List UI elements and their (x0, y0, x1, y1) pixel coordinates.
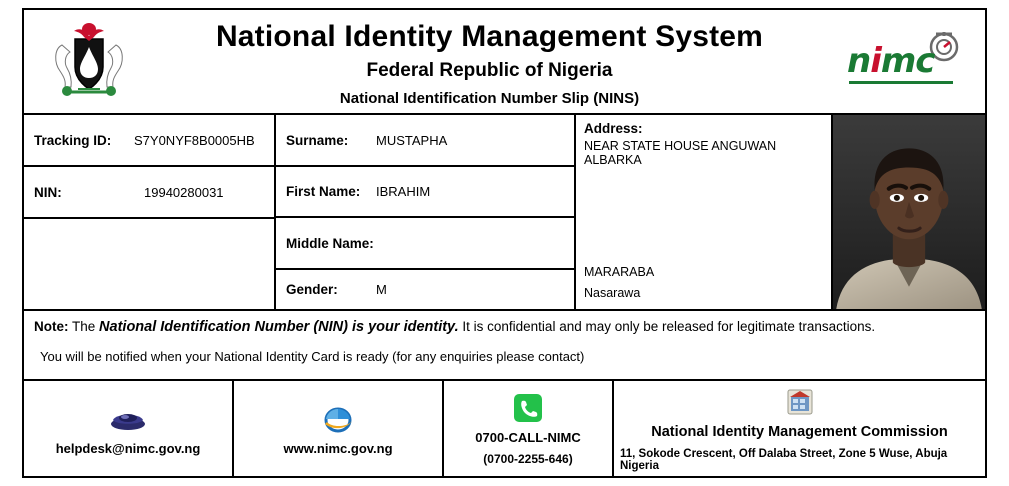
note-emphasis: National Identification Number (NIN) is your identity. (99, 319, 459, 336)
nimc-underline (849, 81, 953, 84)
telephone-icon (513, 391, 543, 425)
footer-phone-cell (444, 381, 614, 476)
header-titles (154, 10, 825, 113)
organisation-address: 11, Sokode Crescent, Off Dalaba Street, Zone 5 Wuse, Abuja Nigeria (620, 448, 948, 472)
address-state: Nasarawa (584, 285, 641, 300)
email-text[interactable]: helpdesk@nimc.gov.ng (55, 440, 201, 456)
phone-alt-text[interactable]: (0700-2255-646) (483, 452, 573, 466)
footer-email-cell (24, 381, 234, 476)
address-column (576, 115, 833, 309)
phone-text[interactable]: 0700-CALL-NIMC (475, 430, 581, 445)
first-name-row (276, 167, 574, 218)
email-icon (108, 402, 148, 436)
header-subtitle-2: National Identification Number Slip (NINS) (339, 90, 640, 108)
organisation-name: National Identity Management Commission (651, 424, 948, 440)
surname-value: MUSTAPHA (376, 132, 448, 148)
address-lga: MARARABA (584, 265, 655, 280)
note-trail: It is confidential and may only be released for legitimate transactions. (462, 319, 876, 335)
header-subtitle: Federal Republic of Nigeria (366, 60, 613, 82)
tracking-id-label: Tracking ID: (34, 132, 112, 148)
note-line-1 (34, 319, 975, 335)
nin-row (24, 167, 274, 219)
first-name-value: IBRAHIM (376, 184, 431, 200)
page-title: National Identity Management System (215, 20, 764, 54)
note-label: Note: (34, 319, 69, 335)
tracking-id-row (24, 115, 274, 167)
gender-row (276, 270, 574, 310)
photograph-container (833, 115, 985, 309)
middle-name-row (276, 218, 574, 269)
internet-explorer-icon (322, 402, 354, 436)
address-line-1: NEAR STATE HOUSE ANGUWAN ALBARKA (584, 139, 777, 168)
footer-organisation-cell (614, 381, 985, 476)
nimc-logo-icon (845, 29, 965, 95)
address-label: Address: (584, 121, 643, 137)
passport-photograph (833, 115, 985, 309)
nimc-wordmark: nimc (847, 40, 935, 81)
slip-header (24, 10, 985, 115)
nin-value: 19940280031 (144, 184, 224, 200)
middle-name-label: Middle Name: (286, 235, 374, 251)
tracking-id-value: S7Y0NYF8B0005HB (134, 132, 255, 148)
nigeria-coat-of-arms-icon (52, 19, 126, 104)
surname-row (276, 115, 574, 166)
identifiers-column (24, 115, 276, 309)
name-column (276, 115, 576, 309)
footer-website-cell (234, 381, 444, 476)
details-section (24, 115, 985, 311)
surname-label: Surname: (286, 132, 349, 148)
nin-label: NIN: (34, 184, 62, 200)
note-section (24, 311, 985, 381)
address-locality (584, 262, 654, 303)
office-building-icon (786, 385, 814, 419)
note-line-2: You will be notified when your National Identity Card is ready (for any enquiries please contact) (40, 349, 585, 365)
contact-footer (24, 381, 985, 476)
logo-container (825, 10, 985, 113)
first-name-label: First Name: (286, 184, 361, 200)
coat-of-arms-container (24, 10, 154, 113)
gender-label: Gender: (286, 282, 338, 298)
nins-slip (22, 8, 987, 478)
website-text[interactable]: www.nimc.gov.ng (283, 440, 393, 456)
note-lead: The (72, 319, 96, 335)
gender-value: M (376, 282, 387, 298)
identifiers-empty-cell (24, 219, 274, 309)
